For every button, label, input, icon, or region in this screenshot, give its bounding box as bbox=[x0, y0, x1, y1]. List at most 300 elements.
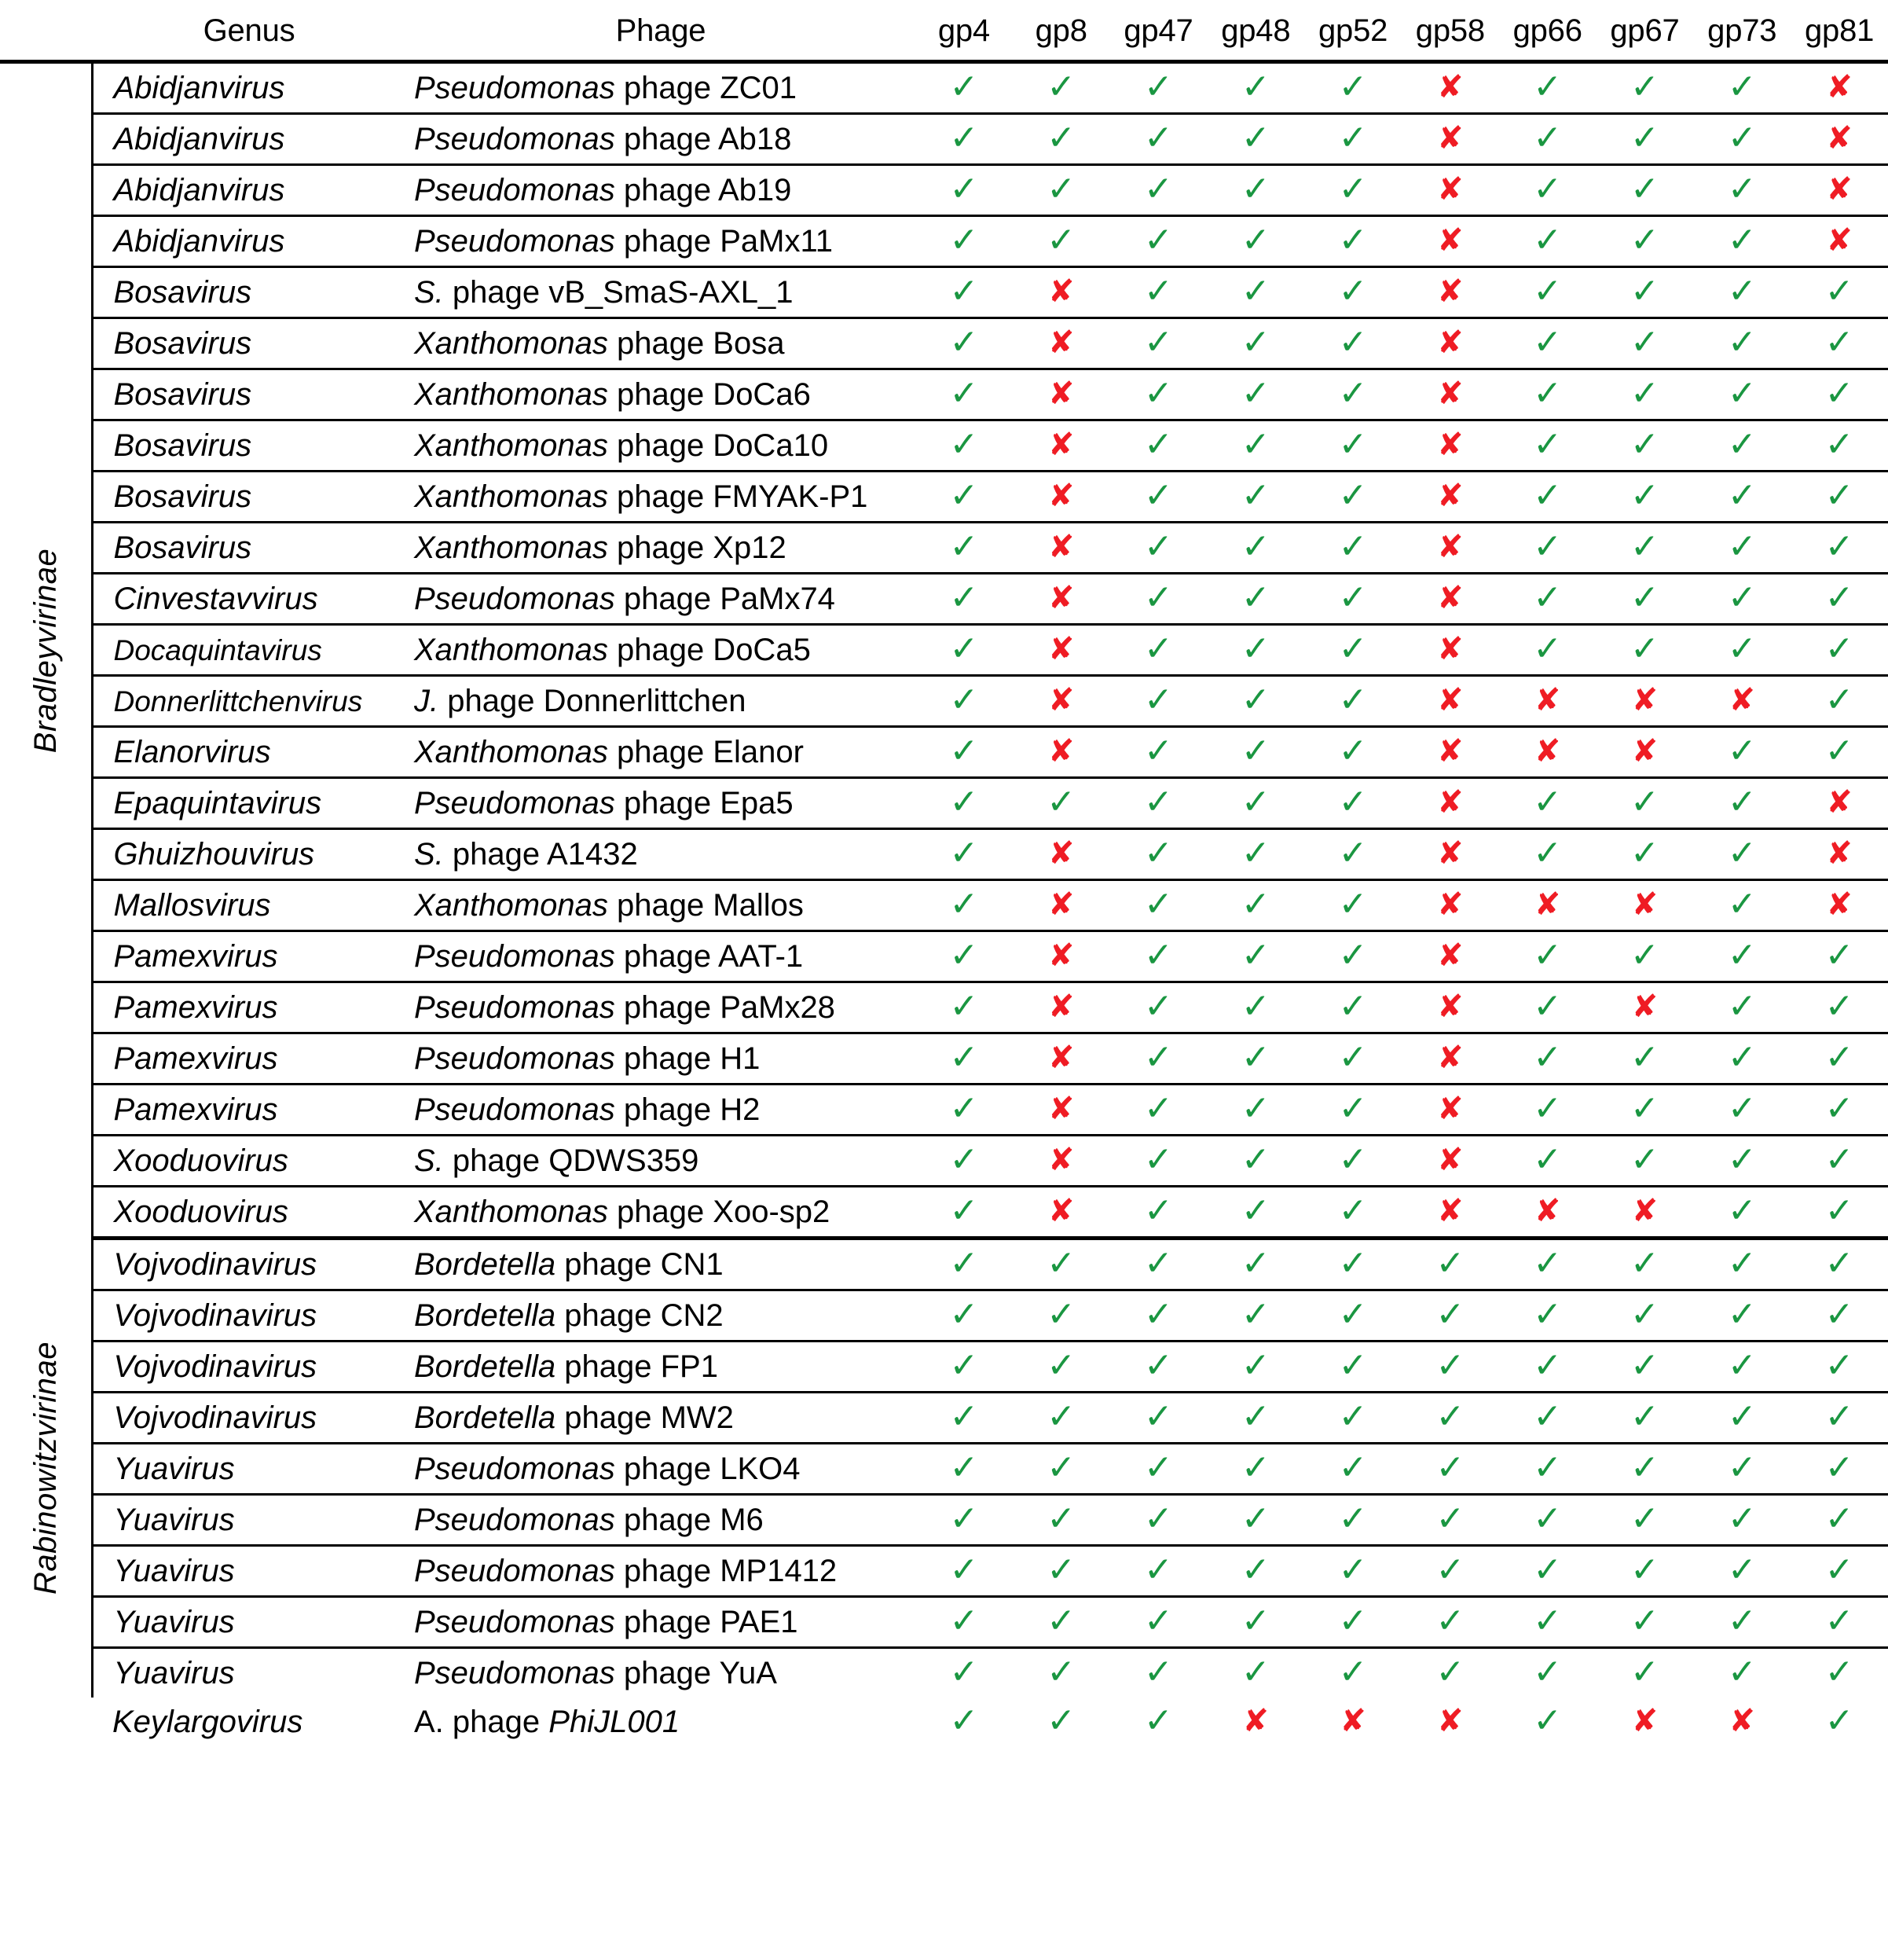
gene-presence-cell-gp58 bbox=[1402, 523, 1499, 574]
gene-presence-cell-gp8 bbox=[1013, 420, 1110, 472]
check-icon: ✓ bbox=[1533, 1499, 1563, 1539]
phage-cell bbox=[406, 574, 915, 625]
gene-presence-cell-gp81 bbox=[1791, 1698, 1888, 1746]
check-icon: ✓ bbox=[949, 1191, 979, 1231]
check-icon: ✓ bbox=[949, 1652, 979, 1692]
phage-host: Pseudomonas bbox=[414, 1092, 615, 1127]
genus-cell: Bosavirus bbox=[92, 267, 406, 318]
check-icon: ✓ bbox=[1824, 1294, 1854, 1334]
gene-presence-cell-gp67 bbox=[1597, 1187, 1694, 1239]
cross-icon: ✘ bbox=[1826, 69, 1853, 105]
check-icon: ✓ bbox=[1727, 1397, 1757, 1437]
check-icon: ✓ bbox=[1630, 67, 1659, 107]
cross-icon: ✘ bbox=[1437, 478, 1464, 514]
check-icon: ✓ bbox=[1533, 527, 1563, 567]
gene-presence-cell-gp73 bbox=[1693, 267, 1791, 318]
gene-presence-cell-gp52 bbox=[1304, 1290, 1402, 1342]
gene-presence-cell-gp48 bbox=[1207, 1187, 1304, 1239]
check-icon: ✓ bbox=[1533, 424, 1563, 464]
check-icon: ✓ bbox=[1533, 322, 1563, 362]
gene-presence-cell-gp4 bbox=[915, 472, 1013, 523]
check-icon: ✓ bbox=[1630, 935, 1659, 975]
phage-cell bbox=[406, 369, 915, 420]
check-icon: ✓ bbox=[1630, 1601, 1659, 1641]
gene-presence-cell-gp48 bbox=[1207, 727, 1304, 778]
check-icon: ✓ bbox=[1241, 680, 1270, 720]
check-icon: ✓ bbox=[1338, 1652, 1368, 1692]
gene-presence-cell-gp47 bbox=[1110, 523, 1208, 574]
gene-presence-cell-gp67 bbox=[1597, 1033, 1694, 1085]
gene-presence-cell-gp4 bbox=[915, 1290, 1013, 1342]
gene-presence-cell-gp4 bbox=[915, 727, 1013, 778]
gene-presence-cell-gp81 bbox=[1791, 267, 1888, 318]
gene-presence-cell-gp8 bbox=[1013, 62, 1110, 114]
gene-presence-cell-gp47 bbox=[1110, 267, 1208, 318]
gene-presence-cell-gp58 bbox=[1402, 1698, 1499, 1746]
gene-presence-cell-gp8 bbox=[1013, 1085, 1110, 1136]
check-icon: ✓ bbox=[1241, 1601, 1270, 1641]
check-icon: ✓ bbox=[1047, 782, 1076, 822]
header-row bbox=[0, 0, 1888, 62]
gene-presence-cell-gp73 bbox=[1693, 931, 1791, 982]
cross-icon: ✘ bbox=[1047, 682, 1075, 718]
check-icon: ✓ bbox=[1630, 475, 1659, 516]
gene-presence-cell-gp52 bbox=[1304, 1546, 1402, 1597]
gene-presence-cell-gp81 bbox=[1791, 1239, 1888, 1290]
phage-name: phage H2 bbox=[614, 1092, 761, 1127]
gene-presence-cell-gp81 bbox=[1791, 1393, 1888, 1444]
phage-name: phage Ab18 bbox=[614, 122, 792, 156]
gene-presence-cell-gp73 bbox=[1693, 1136, 1791, 1187]
gene-presence-cell-gp47 bbox=[1110, 1187, 1208, 1239]
check-icon: ✓ bbox=[1533, 118, 1563, 158]
gene-presence-cell-gp52 bbox=[1304, 676, 1402, 727]
gene-presence-cell-gp66 bbox=[1499, 472, 1597, 523]
gene-presence-cell-gp4 bbox=[915, 216, 1013, 267]
cross-icon: ✘ bbox=[1826, 120, 1853, 156]
gene-presence-cell-gp73 bbox=[1693, 216, 1791, 267]
header-genus: Genus bbox=[203, 13, 295, 48]
phage-host: Bordetella bbox=[414, 1247, 556, 1282]
genus-cell: Xooduovirus bbox=[92, 1187, 406, 1239]
table-row bbox=[0, 1239, 1888, 1290]
phage-name: phage MP1412 bbox=[614, 1554, 838, 1588]
gene-presence-cell-gp58 bbox=[1402, 1136, 1499, 1187]
gene-presence-cell-gp58 bbox=[1402, 472, 1499, 523]
gene-presence-cell-gp47 bbox=[1110, 829, 1208, 880]
gene-presence-cell-gp66 bbox=[1499, 778, 1597, 829]
table-row bbox=[0, 62, 1888, 114]
gene-presence-cell-gp48 bbox=[1207, 1393, 1304, 1444]
check-icon: ✓ bbox=[1727, 1550, 1757, 1590]
gene-presence-cell-gp47 bbox=[1110, 1495, 1208, 1546]
subfamily-cell-empty bbox=[0, 1698, 92, 1746]
phage-cell bbox=[406, 62, 915, 114]
gene-presence-cell-gp8 bbox=[1013, 267, 1110, 318]
check-icon: ✓ bbox=[1824, 424, 1854, 464]
gene-presence-cell-gp47 bbox=[1110, 1546, 1208, 1597]
check-icon: ✓ bbox=[949, 322, 979, 362]
phage-cell bbox=[406, 1187, 915, 1239]
check-icon: ✓ bbox=[1727, 935, 1757, 975]
table-body bbox=[0, 62, 1888, 1747]
check-icon: ✓ bbox=[949, 169, 979, 209]
check-icon: ✓ bbox=[949, 271, 979, 311]
check-icon: ✓ bbox=[1241, 1294, 1270, 1334]
check-icon: ✓ bbox=[949, 935, 979, 975]
gene-presence-cell-gp4 bbox=[915, 982, 1013, 1033]
check-icon: ✓ bbox=[1241, 1037, 1270, 1077]
check-icon: ✓ bbox=[1824, 1037, 1854, 1077]
check-icon: ✓ bbox=[1338, 1088, 1368, 1129]
table-row bbox=[0, 114, 1888, 165]
check-icon: ✓ bbox=[1338, 1601, 1368, 1641]
phage-name: phage bbox=[443, 1705, 549, 1739]
gene-presence-cell-gp67 bbox=[1597, 114, 1694, 165]
check-icon: ✓ bbox=[949, 424, 979, 464]
phage-name: phage CN1 bbox=[555, 1247, 724, 1282]
check-icon: ✓ bbox=[949, 1448, 979, 1488]
phage-name: phage PaMx28 bbox=[614, 990, 835, 1025]
gene-presence-cell-gp8 bbox=[1013, 625, 1110, 676]
gene-presence-cell-gp66 bbox=[1499, 1648, 1597, 1698]
cross-icon: ✘ bbox=[1340, 1703, 1366, 1739]
gene-presence-cell-gp4 bbox=[915, 318, 1013, 369]
table-row bbox=[0, 1546, 1888, 1597]
table-row bbox=[0, 829, 1888, 880]
check-icon: ✓ bbox=[1241, 67, 1270, 107]
phage-host: Pseudomonas bbox=[414, 786, 615, 820]
gene-presence-cell-gp73 bbox=[1693, 1597, 1791, 1648]
gene-presence-cell-gp8 bbox=[1013, 114, 1110, 165]
gene-presence-cell-gp48 bbox=[1207, 778, 1304, 829]
phage-cell bbox=[406, 982, 915, 1033]
check-icon: ✓ bbox=[1533, 578, 1563, 618]
check-icon: ✓ bbox=[1824, 1652, 1854, 1692]
check-icon: ✓ bbox=[1727, 833, 1757, 873]
phage-host: Pseudomonas bbox=[414, 71, 615, 105]
check-icon: ✓ bbox=[1144, 475, 1173, 516]
header-subfamily bbox=[0, 0, 92, 62]
table-row bbox=[0, 1342, 1888, 1393]
cross-icon: ✘ bbox=[1047, 580, 1075, 616]
gene-presence-cell-gp67 bbox=[1597, 62, 1694, 114]
check-icon: ✓ bbox=[1047, 1601, 1076, 1641]
check-icon: ✓ bbox=[1144, 1448, 1173, 1488]
check-icon: ✓ bbox=[1727, 527, 1757, 567]
table-row bbox=[0, 318, 1888, 369]
gene-presence-cell-gp48 bbox=[1207, 1597, 1304, 1648]
header-phage: Phage bbox=[615, 13, 706, 48]
phage-host: Xanthomonas bbox=[414, 888, 608, 923]
gene-presence-cell-gp48 bbox=[1207, 1136, 1304, 1187]
gene-presence-cell-gp47 bbox=[1110, 778, 1208, 829]
genus-cell: Abidjanvirus bbox=[92, 62, 406, 114]
genus-cell: Abidjanvirus bbox=[92, 216, 406, 267]
cross-icon: ✘ bbox=[1534, 682, 1561, 718]
check-icon: ✓ bbox=[1727, 169, 1757, 209]
gene-presence-cell-gp66 bbox=[1499, 1393, 1597, 1444]
gene-presence-cell-gp81 bbox=[1791, 1187, 1888, 1239]
table-row bbox=[0, 778, 1888, 829]
gene-presence-cell-gp67 bbox=[1597, 472, 1694, 523]
check-icon: ✓ bbox=[1630, 1037, 1659, 1077]
check-icon: ✓ bbox=[1241, 220, 1270, 260]
check-icon: ✓ bbox=[1727, 118, 1757, 158]
check-icon: ✓ bbox=[1047, 1499, 1076, 1539]
table-row bbox=[0, 1495, 1888, 1546]
gene-presence-cell-gp67 bbox=[1597, 1136, 1694, 1187]
phage-name: phage PaMx74 bbox=[614, 582, 835, 616]
cross-icon: ✘ bbox=[1047, 631, 1075, 667]
gene-presence-cell-gp81 bbox=[1791, 216, 1888, 267]
gene-presence-cell-gp67 bbox=[1597, 318, 1694, 369]
genus-cell: Bosavirus bbox=[92, 420, 406, 472]
check-icon: ✓ bbox=[1338, 731, 1368, 771]
gene-presence-cell-gp48 bbox=[1207, 318, 1304, 369]
check-icon: ✓ bbox=[1241, 118, 1270, 158]
check-icon: ✓ bbox=[1824, 986, 1854, 1026]
gene-presence-cell-gp4 bbox=[915, 1187, 1013, 1239]
cross-icon: ✘ bbox=[1631, 886, 1659, 923]
gene-presence-cell-gp8 bbox=[1013, 1444, 1110, 1495]
genus-cell: Vojvodinavirus bbox=[92, 1239, 406, 1290]
genus-cell: Ghuizhouvirus bbox=[92, 829, 406, 880]
phage-cell bbox=[406, 1444, 915, 1495]
gene-presence-cell-gp4 bbox=[915, 114, 1013, 165]
check-icon: ✓ bbox=[1338, 680, 1368, 720]
gene-presence-cell-gp73 bbox=[1693, 880, 1791, 931]
phage-host: A. bbox=[414, 1705, 444, 1739]
gene-presence-cell-gp4 bbox=[915, 931, 1013, 982]
check-icon: ✓ bbox=[1144, 1191, 1173, 1231]
gene-presence-cell-gp52 bbox=[1304, 267, 1402, 318]
gene-presence-cell-gp52 bbox=[1304, 880, 1402, 931]
check-icon: ✓ bbox=[1630, 1397, 1659, 1437]
phage-cell bbox=[406, 880, 915, 931]
check-icon: ✓ bbox=[1727, 220, 1757, 260]
phage-cell bbox=[406, 1342, 915, 1393]
check-icon: ✓ bbox=[1630, 1652, 1659, 1692]
phage-host: Pseudomonas bbox=[414, 1554, 615, 1588]
cross-icon: ✘ bbox=[1437, 631, 1464, 667]
gene-presence-cell-gp73 bbox=[1693, 1648, 1791, 1698]
gene-presence-cell-gp73 bbox=[1693, 1187, 1791, 1239]
gene-presence-cell-gp4 bbox=[915, 1393, 1013, 1444]
cross-icon: ✘ bbox=[1047, 325, 1075, 361]
header-gene-gp73: gp73 bbox=[1707, 13, 1777, 48]
check-icon: ✓ bbox=[1435, 1601, 1465, 1641]
gene-presence-cell-gp52 bbox=[1304, 1444, 1402, 1495]
check-icon: ✓ bbox=[1824, 1088, 1854, 1129]
cross-icon: ✘ bbox=[1437, 376, 1464, 412]
gene-presence-cell-gp52 bbox=[1304, 1597, 1402, 1648]
cross-icon: ✘ bbox=[1047, 886, 1075, 923]
phage-name: phage FP1 bbox=[555, 1349, 718, 1384]
gene-presence-cell-gp4 bbox=[915, 1495, 1013, 1546]
check-icon: ✓ bbox=[1533, 1243, 1563, 1283]
cross-icon: ✘ bbox=[1437, 886, 1464, 923]
phage-name: phage AAT-1 bbox=[614, 939, 804, 974]
table-row bbox=[0, 1136, 1888, 1187]
gene-presence-cell-gp52 bbox=[1304, 216, 1402, 267]
phage-host: Xanthomonas bbox=[414, 377, 608, 412]
gene-presence-cell-gp47 bbox=[1110, 1393, 1208, 1444]
check-icon: ✓ bbox=[1824, 1397, 1854, 1437]
check-icon: ✓ bbox=[1533, 1345, 1563, 1386]
check-icon: ✓ bbox=[1533, 220, 1563, 260]
check-icon: ✓ bbox=[1533, 1397, 1563, 1437]
gene-presence-cell-gp81 bbox=[1791, 472, 1888, 523]
cross-icon: ✘ bbox=[1047, 427, 1075, 463]
gene-presence-cell-gp66 bbox=[1499, 1239, 1597, 1290]
check-icon: ✓ bbox=[1338, 1345, 1368, 1386]
check-icon: ✓ bbox=[1630, 1499, 1659, 1539]
cross-icon: ✘ bbox=[1437, 325, 1464, 361]
gene-presence-cell-gp4 bbox=[915, 1342, 1013, 1393]
gene-presence-cell-gp52 bbox=[1304, 1033, 1402, 1085]
gene-presence-cell-gp67 bbox=[1597, 369, 1694, 420]
gene-presence-cell-gp58 bbox=[1402, 420, 1499, 472]
check-icon: ✓ bbox=[1630, 1243, 1659, 1283]
phage-host: Bordetella bbox=[414, 1349, 556, 1384]
gene-presence-cell-gp47 bbox=[1110, 1290, 1208, 1342]
check-icon: ✓ bbox=[1533, 782, 1563, 822]
check-icon: ✓ bbox=[1533, 271, 1563, 311]
gene-presence-cell-gp52 bbox=[1304, 472, 1402, 523]
phage-name: phage Bosa bbox=[607, 326, 785, 361]
gene-presence-cell-gp52 bbox=[1304, 62, 1402, 114]
gene-presence-cell-gp48 bbox=[1207, 62, 1304, 114]
gene-presence-cell-gp67 bbox=[1597, 1290, 1694, 1342]
gene-presence-cell-gp48 bbox=[1207, 472, 1304, 523]
genus-cell: Keylargovirus bbox=[112, 1705, 303, 1739]
check-icon: ✓ bbox=[1144, 67, 1173, 107]
phage-cell bbox=[406, 1085, 915, 1136]
gene-presence-cell-gp73 bbox=[1693, 318, 1791, 369]
gene-presence-cell-gp66 bbox=[1499, 1085, 1597, 1136]
check-icon: ✓ bbox=[1533, 1088, 1563, 1129]
gene-presence-cell-gp8 bbox=[1013, 1648, 1110, 1698]
check-icon: ✓ bbox=[1824, 1499, 1854, 1539]
check-icon: ✓ bbox=[949, 220, 979, 260]
gene-presence-cell-gp58 bbox=[1402, 369, 1499, 420]
check-icon: ✓ bbox=[1338, 1397, 1368, 1437]
genus-cell: Cinvestavvirus bbox=[92, 574, 406, 625]
gene-presence-cell-gp81 bbox=[1791, 625, 1888, 676]
genus-cell: Bosavirus bbox=[92, 472, 406, 523]
check-icon: ✓ bbox=[1435, 1294, 1465, 1334]
cross-icon: ✘ bbox=[1437, 427, 1464, 463]
genus-cell: Vojvodinavirus bbox=[92, 1290, 406, 1342]
gene-presence-cell-gp8 bbox=[1013, 216, 1110, 267]
gene-presence-cell-gp67 bbox=[1597, 1495, 1694, 1546]
check-icon: ✓ bbox=[1144, 884, 1173, 924]
check-icon: ✓ bbox=[1824, 731, 1854, 771]
phage-host: S. bbox=[414, 837, 444, 872]
check-icon: ✓ bbox=[1338, 782, 1368, 822]
gene-presence-cell-gp66 bbox=[1499, 982, 1597, 1033]
check-icon: ✓ bbox=[1144, 271, 1173, 311]
gene-presence-cell-gp73 bbox=[1693, 1546, 1791, 1597]
subfamily-label: Rabinowitzvirinae bbox=[27, 1341, 63, 1595]
cross-icon: ✘ bbox=[1534, 733, 1561, 769]
phage-name: phage CN2 bbox=[555, 1298, 724, 1333]
check-icon: ✓ bbox=[1630, 220, 1659, 260]
gene-presence-cell-gp66 bbox=[1499, 1136, 1597, 1187]
check-icon: ✓ bbox=[949, 884, 979, 924]
gene-presence-cell-gp81 bbox=[1791, 1342, 1888, 1393]
gene-presence-cell-gp4 bbox=[915, 165, 1013, 216]
check-icon: ✓ bbox=[1338, 475, 1368, 516]
gene-presence-cell-gp48 bbox=[1207, 1342, 1304, 1393]
check-icon: ✓ bbox=[1630, 1550, 1659, 1590]
gene-presence-cell-gp67 bbox=[1597, 165, 1694, 216]
gene-presence-cell-gp81 bbox=[1791, 574, 1888, 625]
phage-name: phage vB_SmaS-AXL_1 bbox=[443, 275, 794, 310]
check-icon: ✓ bbox=[1533, 1550, 1563, 1590]
phage-host: Pseudomonas bbox=[414, 1452, 615, 1486]
gene-presence-cell-gp81 bbox=[1791, 1136, 1888, 1187]
gene-presence-cell-gp73 bbox=[1693, 523, 1791, 574]
check-icon: ✓ bbox=[1241, 271, 1270, 311]
gene-presence-cell-gp58 bbox=[1402, 1033, 1499, 1085]
gene-presence-cell-gp58 bbox=[1402, 62, 1499, 114]
gene-presence-cell-gp81 bbox=[1791, 778, 1888, 829]
gene-presence-cell-gp8 bbox=[1013, 1698, 1110, 1746]
check-icon: ✓ bbox=[949, 67, 979, 107]
phage-host: Xanthomonas bbox=[414, 1195, 608, 1229]
gene-presence-cell-gp52 bbox=[1304, 114, 1402, 165]
gene-presence-cell-gp8 bbox=[1013, 1187, 1110, 1239]
gene-presence-cell-gp81 bbox=[1791, 420, 1888, 472]
phage-name: phage LKO4 bbox=[614, 1452, 801, 1486]
gene-presence-cell-gp52 bbox=[1304, 1393, 1402, 1444]
check-icon: ✓ bbox=[1241, 578, 1270, 618]
check-icon: ✓ bbox=[1144, 322, 1173, 362]
check-icon: ✓ bbox=[1727, 373, 1757, 413]
gene-presence-cell-gp73 bbox=[1693, 1085, 1791, 1136]
gene-presence-cell-gp48 bbox=[1207, 1033, 1304, 1085]
phage-host: Pseudomonas bbox=[414, 582, 615, 616]
gene-presence-cell-gp47 bbox=[1110, 727, 1208, 778]
gene-presence-cell-gp66 bbox=[1499, 1546, 1597, 1597]
gene-presence-cell-gp8 bbox=[1013, 1239, 1110, 1290]
check-icon: ✓ bbox=[1533, 475, 1563, 516]
phage-name: phage DoCa10 bbox=[607, 428, 829, 463]
gene-presence-cell-gp66 bbox=[1499, 880, 1597, 931]
cross-icon: ✘ bbox=[1047, 938, 1075, 974]
check-icon: ✓ bbox=[1338, 118, 1368, 158]
gene-presence-cell-gp52 bbox=[1304, 420, 1402, 472]
check-icon: ✓ bbox=[1047, 67, 1076, 107]
phage-host: Pseudomonas bbox=[414, 939, 615, 974]
genus-cell: Donnerlittchenvirus bbox=[92, 676, 406, 727]
check-icon: ✓ bbox=[1241, 169, 1270, 209]
gene-presence-cell-gp81 bbox=[1791, 165, 1888, 216]
check-icon: ✓ bbox=[1241, 475, 1270, 516]
phage-cell bbox=[406, 318, 915, 369]
phage-cell bbox=[406, 931, 915, 982]
gene-presence-cell-gp48 bbox=[1207, 523, 1304, 574]
cross-icon: ✘ bbox=[1729, 1703, 1756, 1739]
gene-presence-cell-gp81 bbox=[1791, 1495, 1888, 1546]
gene-presence-cell-gp52 bbox=[1304, 829, 1402, 880]
phage-host: Xanthomonas bbox=[414, 633, 608, 667]
phage-host: Pseudomonas bbox=[414, 1656, 615, 1690]
check-icon: ✓ bbox=[1338, 578, 1368, 618]
check-icon: ✓ bbox=[1241, 884, 1270, 924]
